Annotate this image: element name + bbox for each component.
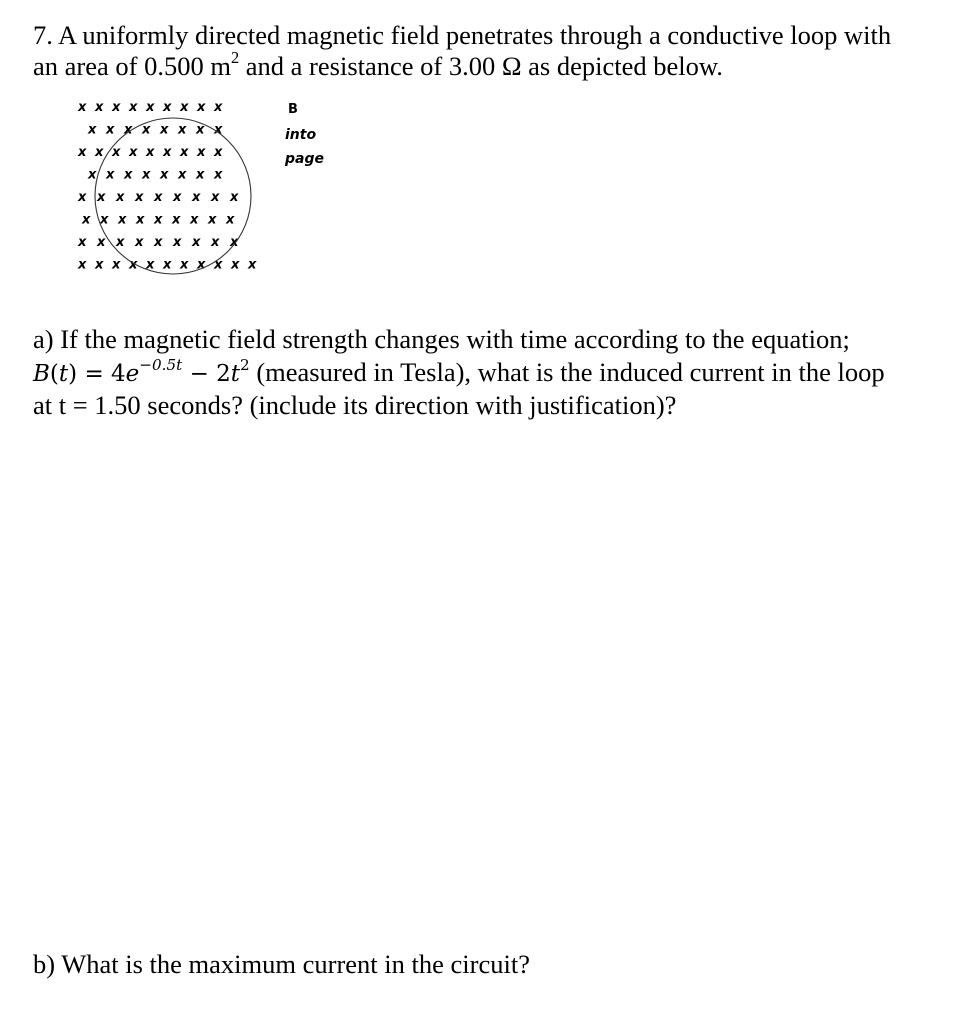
field-mark: x — [160, 122, 169, 138]
field-mark: x — [78, 257, 87, 273]
field-mark: x — [196, 122, 205, 138]
field-label-b: B — [288, 102, 298, 117]
field-mark: x — [95, 100, 104, 115]
field-mark: x — [100, 212, 109, 228]
field-direction-into: into — [285, 127, 317, 143]
field-mark: x — [154, 212, 163, 228]
part-a-line-1: a) If the magnetic field strength changes with time according to the equation; — [33, 324, 850, 354]
part-a-line-2 — [33, 356, 885, 390]
field-mark: x — [78, 235, 87, 250]
field-mark: x — [163, 145, 172, 160]
field-mark: x — [230, 190, 239, 205]
field-mark: x — [112, 257, 121, 273]
part-a-line-3: at t = 1.50 seconds? (include its direction with justification)? — [33, 390, 677, 420]
field-mark: x — [135, 235, 144, 250]
field-mark: x — [211, 235, 220, 250]
field-mark: x — [154, 235, 163, 250]
question-7-line-1 — [33, 19, 891, 51]
field-mark: x — [230, 235, 239, 250]
field-mark: x — [180, 257, 189, 273]
field-mark: x — [190, 212, 199, 228]
field-mark: x — [118, 212, 127, 228]
field-mark: x — [214, 257, 223, 273]
field-mark: x — [146, 145, 155, 160]
field-mark: x — [112, 145, 121, 160]
field-mark: x — [178, 122, 187, 138]
field-mark: x — [214, 100, 223, 115]
field-mark: x — [146, 100, 155, 115]
field-mark: x — [78, 145, 87, 160]
field-mark: x — [129, 257, 138, 273]
field-mark: x — [196, 167, 205, 183]
field-mark: x — [88, 167, 97, 183]
field-mark: x — [124, 122, 133, 138]
question-text-line-2b: and a resistance of 3.00 Ω as depicted below. — [239, 51, 723, 81]
field-mark: x — [163, 257, 172, 273]
magnetic-field-figure — [66, 96, 346, 286]
question-text-line-1: A uniformly directed magnetic field penetrates through a conductive loop with — [58, 20, 892, 50]
field-mark: x — [208, 212, 217, 228]
field-mark: x — [248, 257, 257, 273]
field-mark: x — [95, 257, 104, 273]
field-mark: x — [124, 167, 133, 183]
field-mark: x — [136, 212, 145, 228]
field-mark: x — [173, 190, 182, 205]
field-mark: x — [180, 145, 189, 160]
field-mark: x — [106, 167, 115, 183]
field-mark: x — [231, 257, 240, 273]
field-mark: x — [211, 190, 220, 205]
field-mark: x — [197, 257, 206, 273]
field-mark: x — [160, 167, 169, 183]
field-mark: x — [142, 122, 151, 138]
field-mark: x — [154, 190, 163, 205]
field-direction-page: page — [285, 151, 324, 167]
field-mark: x — [78, 190, 87, 205]
field-mark: x — [226, 212, 235, 228]
area-exponent: 2 — [230, 47, 240, 67]
field-mark: x — [214, 122, 223, 138]
field-equation: $B(t) = 4e^{-0.5t} - 2t^2$ — [33, 356, 250, 387]
field-mark: x — [180, 100, 189, 115]
field-mark: x — [97, 235, 106, 250]
field-diagram — [66, 96, 286, 286]
field-mark: x — [95, 145, 104, 160]
field-mark: x — [192, 235, 201, 250]
field-mark: x — [197, 145, 206, 160]
field-mark: x — [112, 100, 121, 115]
question-number: 7. — [33, 20, 53, 50]
field-mark: x — [197, 100, 206, 115]
question-7-line-2 — [33, 47, 723, 82]
field-mark: x — [178, 167, 187, 183]
field-mark: x — [116, 235, 125, 250]
field-mark: x — [192, 190, 201, 205]
field-mark: x — [82, 212, 91, 228]
field-mark: x — [142, 167, 151, 183]
field-mark: x — [97, 190, 106, 205]
field-mark: x — [129, 145, 138, 160]
field-mark: x — [129, 100, 138, 115]
field-mark: x — [173, 235, 182, 250]
field-mark: x — [106, 122, 115, 138]
question-text-line-2a: an area of 0.500 m — [33, 51, 231, 81]
field-mark: x — [214, 145, 223, 160]
field-mark: x — [163, 100, 172, 115]
field-mark: x — [88, 122, 97, 138]
field-mark: x — [78, 100, 87, 115]
part-b-question: b) What is the maximum current in the circuit? — [33, 949, 530, 979]
part-a-line-2-text: (measured in Tesla), what is the induced current in the loop — [249, 357, 885, 387]
field-mark: x — [172, 212, 181, 228]
field-mark: x — [135, 190, 144, 205]
field-mark: x — [146, 257, 155, 273]
field-mark: x — [116, 190, 125, 205]
field-mark: x — [214, 167, 223, 183]
